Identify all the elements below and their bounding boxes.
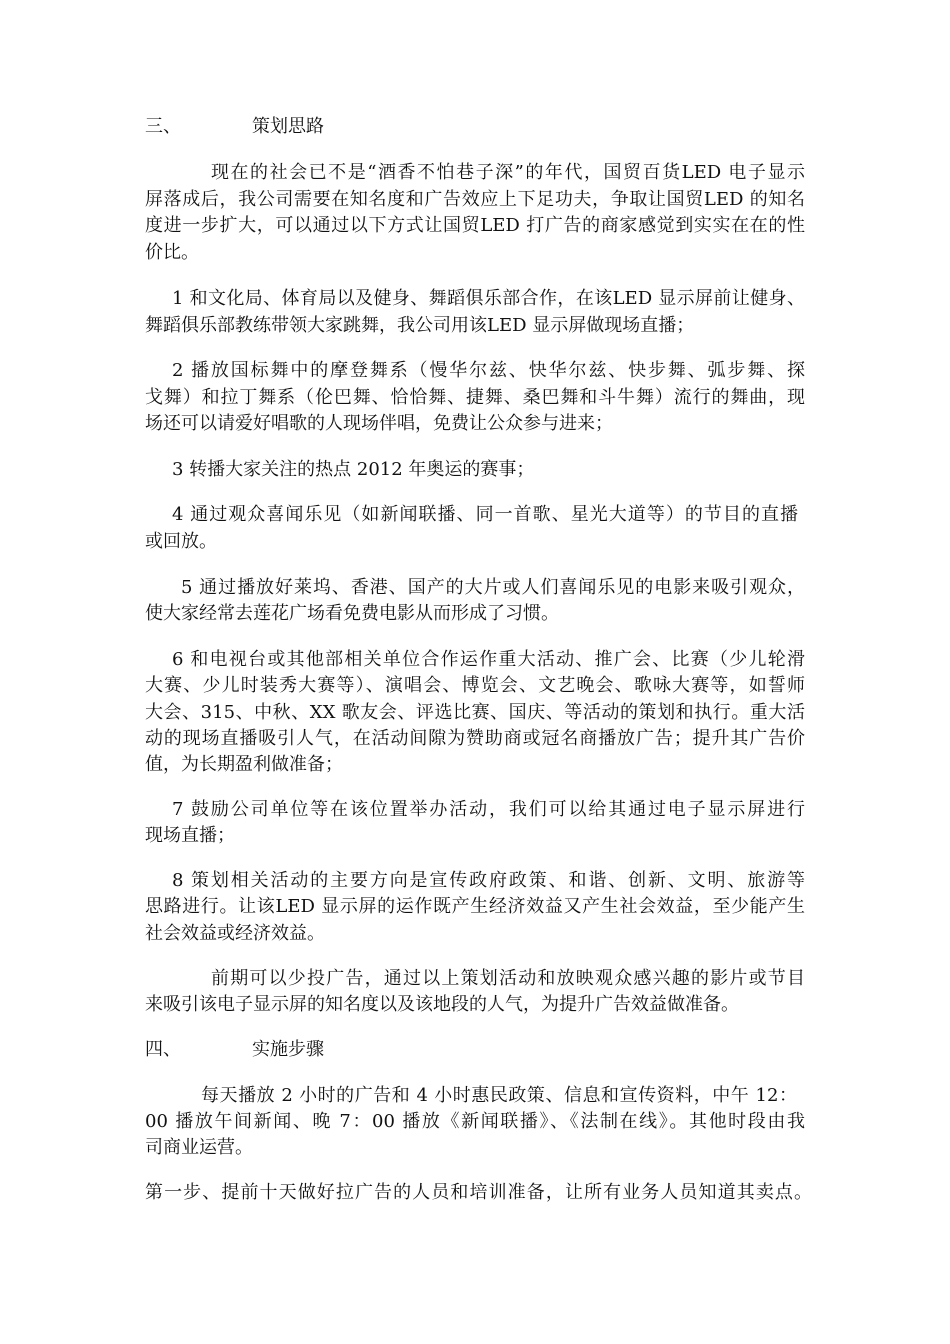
list-item-1-cont: 舞蹈俱乐部教练带领大家跳舞，我公司用该LED 显示屏做现场直播；: [145, 315, 695, 336]
list-item-6-cont: 大赛、少儿时装秀大赛等）、演唱会、博览会、文艺晚会、歌咏大赛等，如誓师: [145, 675, 805, 696]
list-item-6: 6 和电视台或其他部相关单位合作运作重大活动、推广会、比赛（少儿轮滑: [172, 649, 805, 670]
paragraph-line: 来吸引该电子显示屏的知名度以及该地段的人气，为提升广告效益做准备。: [145, 994, 739, 1015]
section-number: 四、: [145, 1039, 181, 1060]
list-item-7-cont: 现场直播；: [145, 825, 235, 846]
list-item-2-cont: 戈舞）和拉丁舞系（伦巴舞、恰恰舞、捷舞、桑巴舞和斗牛舞）流行的舞曲，现: [145, 387, 805, 408]
list-item-2-cont: 场还可以请爱好唱歌的人现场伴唱，免费让公众参与进来；: [145, 413, 613, 434]
list-item-8-cont: 社会效益或经济效益。: [145, 923, 325, 944]
section-number: 三、: [145, 116, 181, 137]
list-item-5-cont: 使大家经常去莲花广场看免费电影从而形成了习惯。: [145, 603, 559, 624]
list-item-6-cont: 动的现场直播吸引人气，在活动间隙为赞助商或冠名商播放广告；提升其广告价: [145, 728, 805, 749]
paragraph-line: 第一步、提前十天做好拉广告的人员和培训准备，让所有业务人员知道其卖点。: [145, 1182, 812, 1203]
list-item-6-cont: 大会、315、中秋、XX 歌友会、评选比赛、国庆、等活动的策划和执行。重大活: [145, 702, 805, 723]
paragraph-line: 前期可以少投广告，通过以上策划活动和放映观众感兴趣的影片或节目: [211, 968, 805, 989]
list-item-2: 2 播放国标舞中的摩登舞系（慢华尔兹、快华尔兹、快步舞、弧步舞、探: [172, 360, 805, 381]
paragraph-line: 屏落成后，我公司需要在知名度和广告效应上下足功夫，争取让国贸LED 的知名: [145, 189, 805, 210]
paragraph-line: 每天播放 2 小时的广告和 4 小时惠民政策、信息和宣传资料，中午 12：: [201, 1085, 797, 1106]
paragraph-line: 司商业运营。: [145, 1137, 253, 1158]
list-item-8: 8 策划相关活动的主要方向是宣传政府政策、和谐、创新、文明、旅游等: [172, 870, 805, 891]
list-item-7: 7 鼓励公司单位等在该位置举办活动，我们可以给其通过电子显示屏进行: [172, 799, 805, 820]
list-item-4-cont: 或回放。: [145, 531, 217, 552]
section-heading-3: [145, 114, 324, 140]
paragraph-line: 度进一步扩大，可以通过以下方式让国贸LED 打广告的商家感觉到实实在在的性: [145, 215, 805, 236]
paragraph-line: 00 播放午间新闻、晚 7：00 播放《新闻联播》、《法制在线》。其他时段由我: [145, 1111, 805, 1132]
list-item-1: 1 和文化局、体育局以及健身、舞蹈俱乐部合作，在该LED 显示屏前让健身、: [172, 288, 805, 309]
section-heading-4: [145, 1037, 324, 1063]
list-item-5: 5 通过播放好莱坞、香港、国产的大片或人们喜闻乐见的电影来吸引观众，: [181, 577, 805, 598]
paragraph-line: 价比。: [145, 242, 199, 263]
list-item-3: 3 转播大家关注的热点 2012 年奥运的赛事；: [172, 459, 535, 480]
list-item-4: 4 通过观众喜闻乐见（如新闻联播、同一首歌、星光大道等）的节目的直播: [172, 504, 798, 525]
section-title: 策划思路: [252, 116, 324, 137]
list-item-8-cont: 思路进行。让该LED 显示屏的运作既产生经济效益又产生社会效益，至少能产生: [145, 896, 805, 917]
list-item-6-cont: 值，为长期盈利做准备；: [145, 754, 343, 775]
paragraph-line: 现在的社会已不是“酒香不怕巷子深”的年代，国贸百货LED 电子显示: [211, 162, 805, 183]
section-title: 实施步骤: [252, 1039, 324, 1060]
